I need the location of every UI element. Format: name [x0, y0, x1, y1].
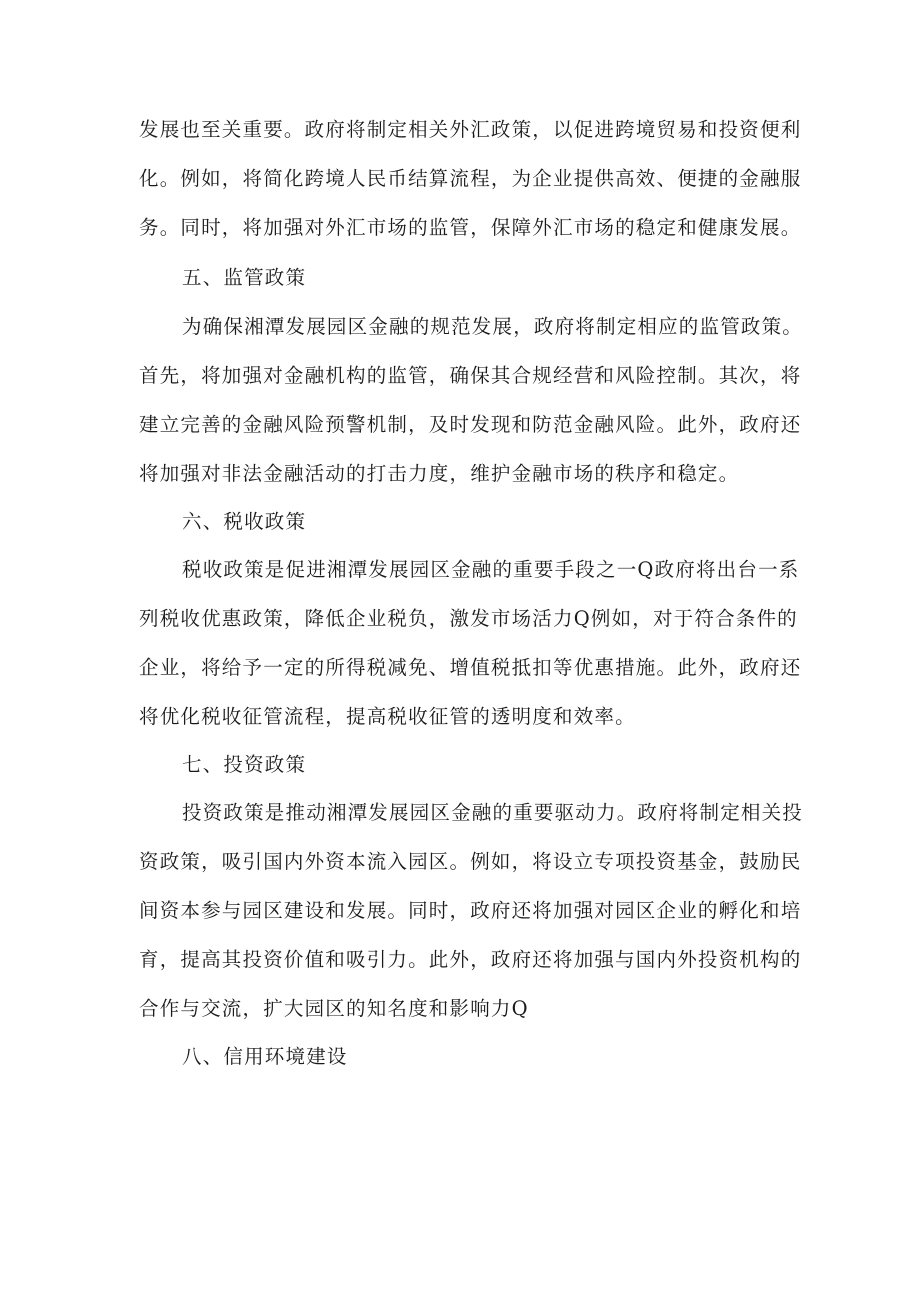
paragraph-line: 列税收优惠政策，降低企业税负，激发市场活力Q例如，对于符合条件的 — [139, 607, 798, 630]
section-heading-investment: 七、投资政策 — [182, 753, 307, 776]
paragraph-line: 税收政策是促进湘潭发展园区金融的重要手段之一Q政府将出台一系 — [182, 558, 800, 581]
paragraph-line: 投资政策是推动湘潭发展园区金融的重要驱动力。政府将制定相关投 — [182, 801, 804, 824]
paragraph-line: 务。同时，将加强对外汇市场的监管，保障外汇市场的稳定和健康发展。 — [139, 216, 802, 239]
section-heading-tax: 六、税收政策 — [182, 510, 307, 533]
paragraph-line: 合作与交流，扩大园区的知名度和影响力Q — [139, 997, 529, 1020]
paragraph-line: 将优化税收征管流程，提高税收征管的透明度和效率。 — [139, 705, 636, 728]
section-heading-credit-environment: 八、信用环境建设 — [182, 1045, 348, 1068]
paragraph-line: 发展也至关重要。政府将制定相关外汇政策，以促进跨境贸易和投资便利 — [139, 118, 802, 141]
paragraph-line: 企业，将给予一定的所得税减免、增值税抵扣等优惠措施。此外，政府还 — [139, 656, 802, 679]
paragraph-line: 化。例如，将简化跨境人民币结算流程，为企业提供高效、便捷的金融服 — [139, 167, 802, 190]
paragraph-line: 资政策，吸引国内外资本流入园区。例如，将设立专项投资基金，鼓励民 — [139, 850, 802, 873]
paragraph-line: 建立完善的金融风险预警机制，及时发现和防范金融风险。此外，政府还 — [139, 413, 802, 436]
paragraph-line: 首先，将加强对金融机构的监管，确保其合规经营和风险控制。其次，将 — [139, 364, 802, 387]
paragraph-line: 为确保湘潭发展园区金融的规范发展，政府将制定相应的监管政策。 — [182, 315, 804, 338]
section-heading-regulation: 五、监管政策 — [182, 266, 307, 289]
paragraph-line: 间资本参与园区建设和发展。同时，政府还将加强对园区企业的孵化和培 — [139, 899, 802, 922]
paragraph-line: 育，提高其投资价值和吸引力。此外，政府还将加强与国内外投资机构的 — [139, 948, 802, 971]
paragraph-line: 将加强对非法金融活动的打击力度，维护金融市场的秩序和稳定。 — [139, 462, 740, 485]
